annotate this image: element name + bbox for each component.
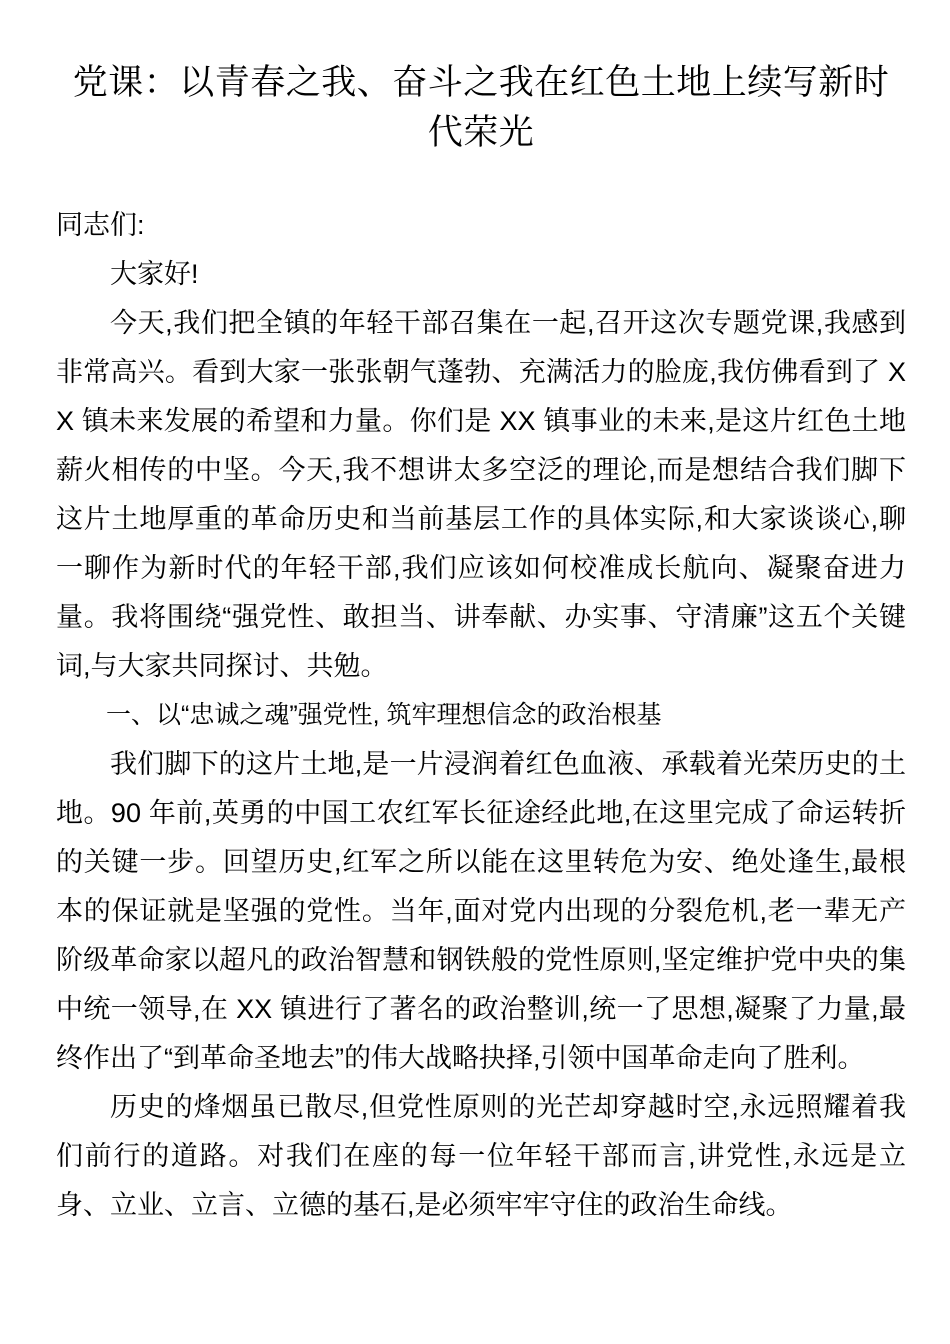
salutation-line: 同志们: — [56, 210, 145, 241]
section-heading-one: 一、以“忠诚之魂”强党性, 筑牢理想信念的政治根基 — [106, 701, 662, 730]
section-one-paragraph-2: 历史的烽烟虽已散尽,但党性原则的光芒却穿越时空,永远照耀着我们前行的道路。对我们在座的每一位年轻干部而言,讲党性,永远是立身、立业、立言、立德的基石,是必须牢牢守住的政治生命线。 — [56, 1092, 906, 1221]
opening-paragraph: 今天,我们把全镇的年轻干部召集在一起,召开这次专题党课,我感到非常高兴。看到大家一张张朝气蓬勃、充满活力的脸庞,我仿佛看到了 XX 镇未来发展的希望和力量。你们是 XX 镇事业的未来,是这片红色土地薪火相传的中坚。今天,我不想讲太多空泛的理论,而是想结合我们脚下这片土地厚重的革命历史和当前基层工作的具体实际,和大家谈谈心,聊一聊作为新时代的年轻干部,我们应该如何校准成长航向、凝聚奋进力量。我将围绕“强党性、敢担当、讲奉献、办实事、守清廉”这五个关键词,与大家共同探讨、共勉。 — [56, 308, 906, 682]
section-one-paragraph-1: 我们脚下的这片土地,是一片浸润着红色血液、承载着光荣历史的土地。90 年前,英勇的中国工农红军长征途经此地,在这里完成了命运转折的关键一步。回望历史,红军之所以能在这里转危为安、绝处逢生,最根本的保证就是坚强的党性。当年,面对党内出现的分裂危机,老一辈无产阶级革命家以超凡的政治智慧和钢铁般的党性原则,坚定维护党中央的集中统一领导,在 XX 镇进行了著名的政治整训,统一了思想,凝聚了力量,最终作出了“到革命圣地去”的伟大战略抉择,引领中国革命走向了胜利。 — [56, 749, 906, 1074]
document-content — [56, 0, 906, 1230]
document-title: 党课：以青春之我、奋斗之我在红色土地上续写新时代荣光 — [72, 63, 890, 152]
greeting-paragraph: 大家好! — [110, 259, 199, 290]
document-body — [56, 201, 906, 1230]
